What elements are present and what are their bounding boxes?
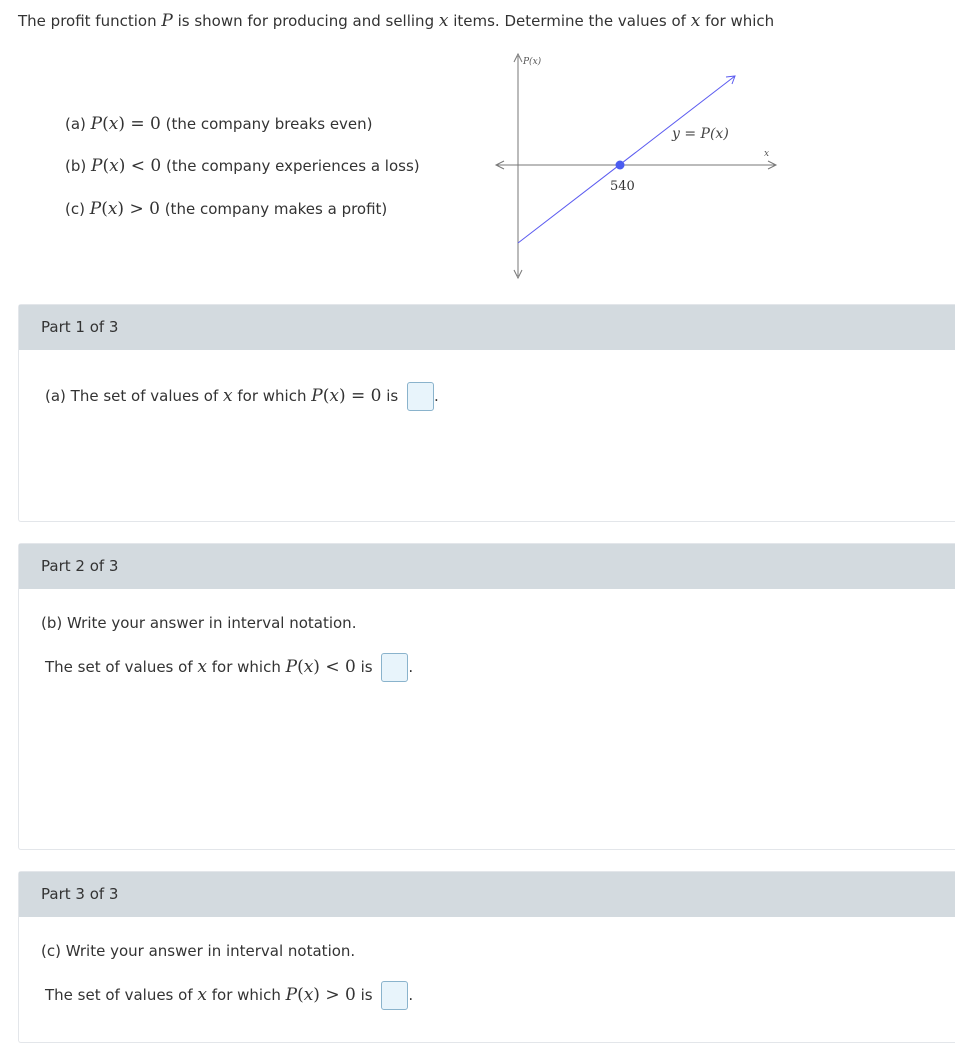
question-text: is: [381, 387, 403, 405]
intro-text: is shown for producing and selling: [172, 12, 439, 30]
intro-text: items. Determine the values of: [448, 12, 691, 30]
profit-line: [518, 76, 735, 243]
x-intercept-label: 540: [610, 179, 635, 194]
question-text: for which: [232, 387, 312, 405]
fn-p: P: [89, 199, 102, 219]
condition-label: (c): [65, 200, 90, 218]
fn-arg: x: [303, 985, 314, 1005]
condition-b: (b) P(x) < 0 (the company experiences a loss): [65, 156, 420, 176]
relation: = 0: [345, 386, 382, 406]
fn-p: P: [285, 985, 298, 1005]
intro-text: The profit function: [18, 12, 162, 30]
question-text: The set of values of: [45, 658, 198, 676]
relation: < 0: [319, 657, 356, 677]
part-2-panel: [18, 543, 955, 850]
part-header: Part 1 of 3: [19, 305, 955, 350]
var-x: x: [197, 657, 207, 677]
relation: > 0: [319, 985, 356, 1005]
fn-arg: x: [303, 657, 314, 677]
intro-text: for which: [700, 12, 775, 30]
part-2-question: The set of values of x for which P(x) < 0 is .: [45, 653, 413, 682]
period: .: [408, 658, 414, 676]
problem-statement: [18, 11, 774, 31]
curve-label: y = P(x): [672, 126, 729, 142]
fn-p: P: [311, 386, 323, 406]
question-text: (a) The set of values of: [45, 387, 224, 405]
part-3-panel: [18, 871, 955, 1043]
question-text: is: [355, 658, 378, 676]
question-text: for which: [206, 986, 286, 1004]
period: .: [434, 387, 439, 405]
fn-p: P: [90, 114, 103, 134]
condition-desc: (the company makes a profit): [159, 200, 388, 218]
condition-desc: (the company breaks even): [160, 115, 373, 133]
fn-arg: x: [108, 114, 119, 134]
fn-p: P: [285, 657, 298, 677]
var-x: x: [438, 11, 449, 31]
part-header: Part 2 of 3: [19, 544, 955, 589]
part-2-instruction: (b) Write your answer in interval notation.: [41, 614, 357, 632]
condition-label: (b): [65, 157, 91, 175]
relation: = 0: [125, 114, 161, 134]
profit-graph: [490, 48, 790, 283]
x-intercept-point: [616, 161, 625, 170]
period: .: [408, 986, 414, 1004]
part-header: Part 3 of 3: [19, 872, 955, 917]
condition-label: (a): [65, 115, 91, 133]
relation: > 0: [124, 199, 160, 219]
answer-input-c[interactable]: [381, 981, 408, 1010]
part-1-question: (a) The set of values of x for which P(x) = 0 is .: [45, 382, 439, 411]
fn-arg: x: [109, 156, 119, 176]
relation: < 0: [125, 156, 162, 176]
part-3-question: The set of values of x for which P(x) > 0 is .: [45, 981, 413, 1010]
var-x: x: [690, 11, 701, 31]
part-3-instruction: (c) Write your answer in interval notation.: [41, 942, 356, 960]
question-text: is: [355, 986, 378, 1004]
question-text: The set of values of: [45, 986, 198, 1004]
answer-input-a[interactable]: [407, 382, 434, 411]
condition-c: (c) P(x) > 0 (the company makes a profit): [65, 199, 388, 219]
x-axis-label: x: [764, 149, 770, 159]
answer-input-b[interactable]: [381, 653, 408, 682]
fn-arg: x: [329, 386, 339, 406]
y-axis-label: P(x): [523, 57, 542, 67]
condition-a: (a) P(x) = 0 (the company breaks even): [65, 114, 373, 134]
condition-desc: (the company experiences a loss): [161, 157, 420, 175]
fn-p: P: [91, 156, 103, 176]
fn-arg: x: [107, 199, 118, 219]
question-text: for which: [206, 658, 286, 676]
var-x: x: [223, 386, 233, 406]
part-1-panel: [18, 304, 955, 522]
var-p: P: [161, 11, 173, 31]
var-x: x: [197, 985, 207, 1005]
